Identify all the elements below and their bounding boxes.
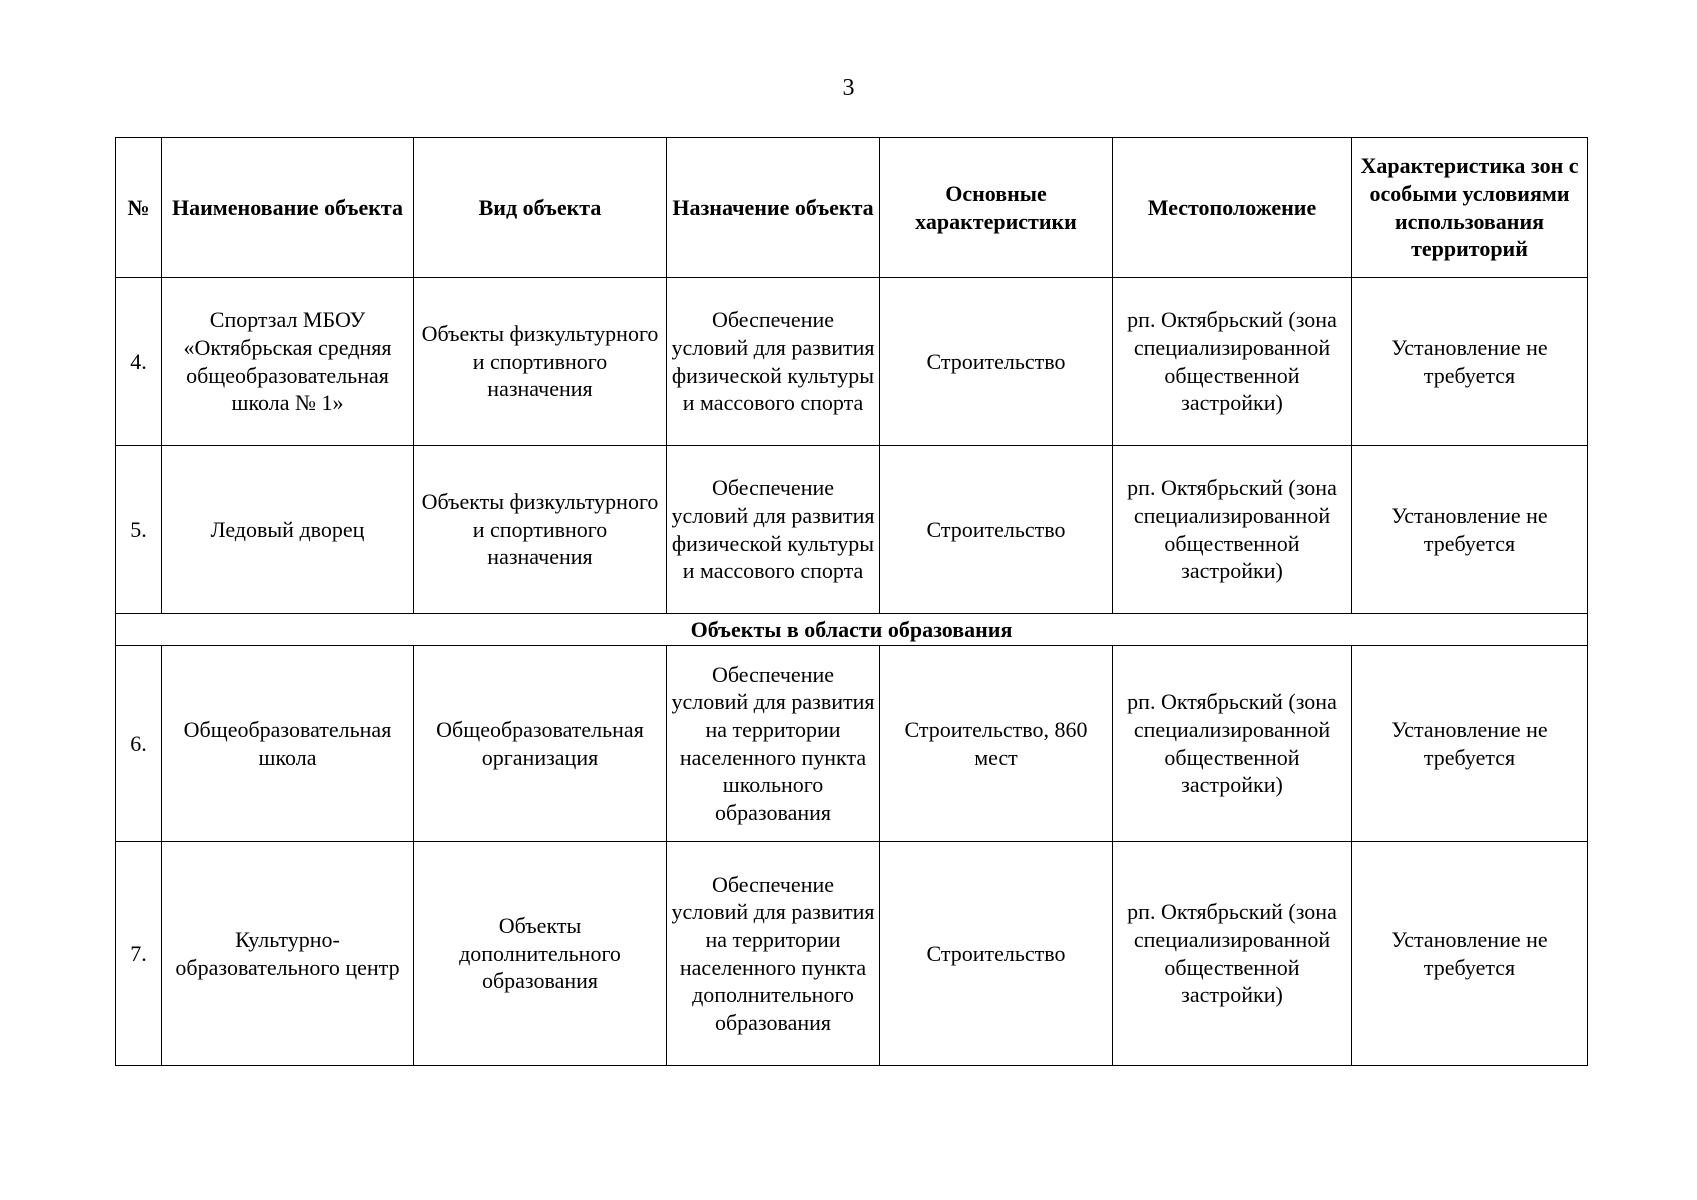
object-location: рп. Октябрьский (зона специализированной общественной застройки) bbox=[1113, 646, 1352, 842]
table-row bbox=[116, 842, 1588, 1066]
object-location: рп. Октябрьский (зона специализированной общественной застройки) bbox=[1113, 446, 1352, 614]
table-row bbox=[116, 278, 1588, 446]
object-zones: Установление не требуется bbox=[1352, 446, 1588, 614]
object-purpose: Обеспечение условий для развития физической культуры и массового спорта bbox=[667, 446, 880, 614]
row-number: 7. bbox=[116, 842, 162, 1066]
section-header-row bbox=[116, 614, 1588, 646]
object-purpose: Обеспечение условий для развития на территории населенного пункта дополнительного образования bbox=[667, 842, 880, 1066]
page-number: 3 bbox=[842, 75, 855, 101]
header-location: Местоположение bbox=[1113, 138, 1352, 278]
object-name: Общеобразовательная школа bbox=[162, 646, 414, 842]
object-zones: Установление не требуется bbox=[1352, 842, 1588, 1066]
header-name: Наименование объекта bbox=[162, 138, 414, 278]
object-characteristics: Строительство bbox=[880, 446, 1113, 614]
object-type: Объекты физкультурного и спортивного назначения bbox=[414, 278, 667, 446]
objects-table bbox=[115, 137, 1588, 1066]
header-type: Вид объекта bbox=[414, 138, 667, 278]
object-zones: Установление не требуется bbox=[1352, 278, 1588, 446]
table-row bbox=[116, 646, 1588, 842]
row-number: 5. bbox=[116, 446, 162, 614]
object-name: Спортзал МБОУ «Октябрьская средняя общеобразовательная школа № 1» bbox=[162, 278, 414, 446]
row-number: 6. bbox=[116, 646, 162, 842]
table-row bbox=[116, 446, 1588, 614]
object-zones: Установление не требуется bbox=[1352, 646, 1588, 842]
header-number: № bbox=[116, 138, 162, 278]
object-name: Культурно-образовательного центр bbox=[162, 842, 414, 1066]
object-characteristics: Строительство bbox=[880, 278, 1113, 446]
header-zones: Характеристика зон с особыми условиями использования территорий bbox=[1352, 138, 1588, 278]
table-header-row bbox=[116, 138, 1588, 278]
object-type: Объекты дополнительного образования bbox=[414, 842, 667, 1066]
object-type: Общеобразовательная организация bbox=[414, 646, 667, 842]
header-characteristics: Основные характеристики bbox=[880, 138, 1113, 278]
section-title: Объекты в области образования bbox=[116, 614, 1588, 646]
object-characteristics: Строительство, 860 мест bbox=[880, 646, 1113, 842]
header-purpose: Назначение объекта bbox=[667, 138, 880, 278]
object-location: рп. Октябрьский (зона специализированной общественной застройки) bbox=[1113, 278, 1352, 446]
object-purpose: Обеспечение условий для развития на территории населенного пункта школьного образования bbox=[667, 646, 880, 842]
row-number: 4. bbox=[116, 278, 162, 446]
object-name: Ледовый дворец bbox=[162, 446, 414, 614]
object-characteristics: Строительство bbox=[880, 842, 1113, 1066]
object-type: Объекты физкультурного и спортивного назначения bbox=[414, 446, 667, 614]
object-purpose: Обеспечение условий для развития физической культуры и массового спорта bbox=[667, 278, 880, 446]
object-location: рп. Октябрьский (зона специализированной общественной застройки) bbox=[1113, 842, 1352, 1066]
